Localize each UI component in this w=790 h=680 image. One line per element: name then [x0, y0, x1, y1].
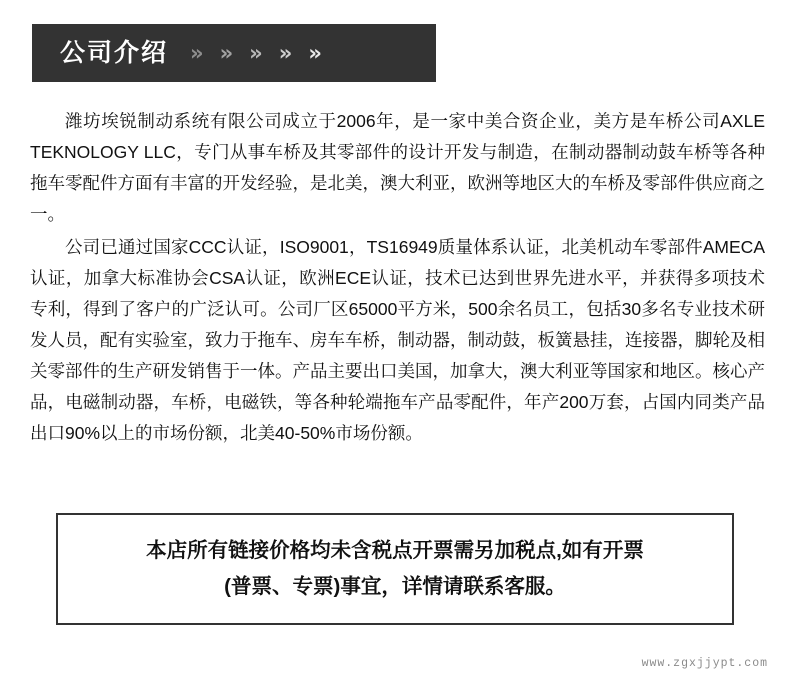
notice-line: (普票、专票)事宜，详情请联系客服。 [224, 575, 566, 598]
chevron-right-icon: » [249, 40, 263, 65]
chevron-right-icon: » [278, 40, 293, 65]
section-header-banner [32, 24, 436, 82]
notice-line: 本店所有链接价格均未含税点开票需另加税点,如有开票 [146, 539, 644, 562]
chevron-right-icon: » [219, 40, 234, 65]
page-title: 公司介绍 [60, 38, 169, 67]
tax-notice-box [56, 513, 734, 625]
paragraph: 潍坊埃锐制动系统有限公司成立于2006年，是一家中美合资企业，美方是车桥公司AXLE TEKNOLOGY LLC，专门从事车桥及其零部件的设计开发与制造，在制动器制动鼓车桥等各种拖车零配件方面有丰富的开发经验，是北美，澳大利亚，欧洲等地区大的车桥及零部件供应商之一。 [30, 111, 765, 224]
company-description [30, 106, 765, 451]
watermark-url: www.zgxjjypt.com [641, 657, 768, 670]
chevron-decoration [190, 40, 322, 65]
paragraph: 公司已通过国家CCC认证，ISO9001，TS16949质量体系认证，北美机动车零部件AMECA认证，加拿大标准协会CSA认证，欧洲ECE认证，技术已达到世界先进水平，并获得多项技术专利，得到了客户的广泛认可。公司厂区65000平方米，500余名员工，包括30多名专业技术研发人员，配有实验室，致力于拖车、房车车桥，制动器，制动鼓，板簧悬挂，连接器，脚轮及相关零部件的生产研发销售于一体。产品主要出口美国，加拿大，澳大利亚等国家和地区。核心产品，电磁制动器，车桥，电磁铁，等各种轮端拖车产品零配件，年产200万套，占国内同类产品出口90%以上的市场份额，北美40-50%市场份额。 [30, 237, 765, 443]
chevron-right-icon: » [190, 40, 204, 65]
chevron-right-icon: » [308, 40, 322, 65]
